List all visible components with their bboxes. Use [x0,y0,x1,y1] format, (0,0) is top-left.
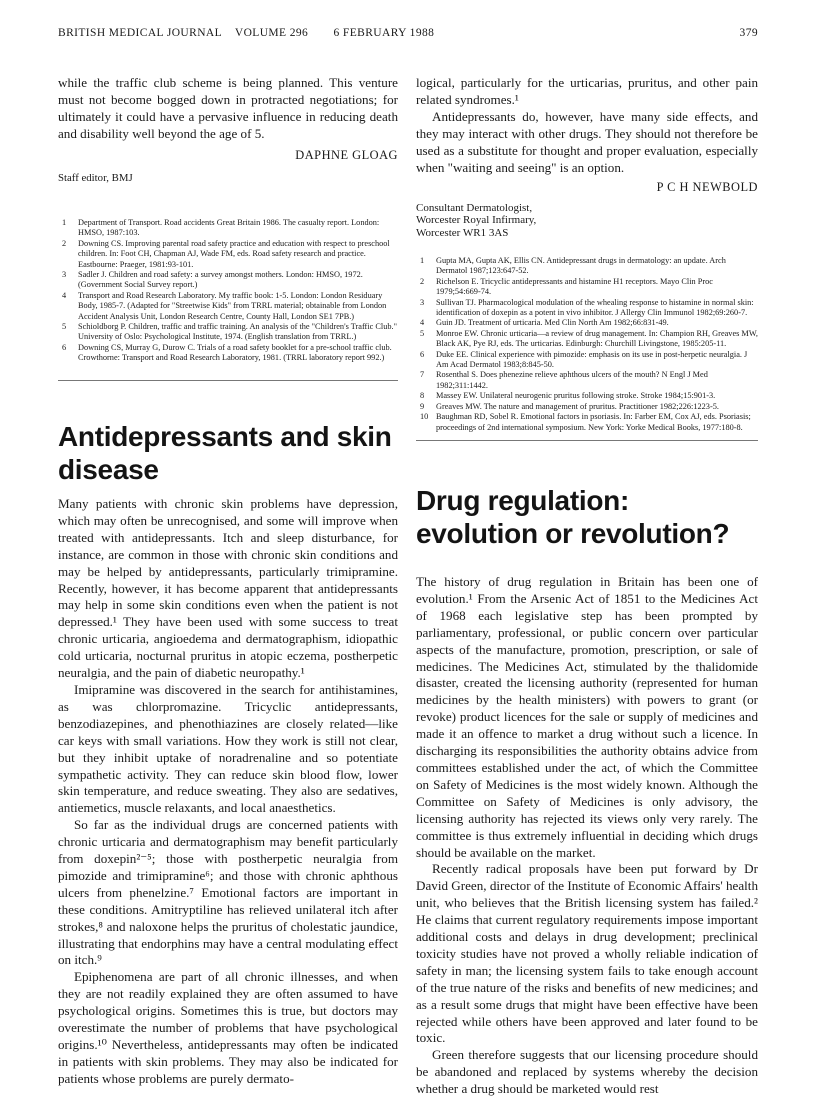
traffic-references [58,218,398,364]
reference-item: 5 Schioldborg P. Children, traffic and traffic training. An analysis of the "Children's Traffic Club." University of Oslo: Psychological Institute, 1974. (English translation from TRRL.) [62,322,397,342]
reference-item: 2 Downing CS. Improving parental road safety practice and education with respect to preschool children. In: Foot CH, Chapman AJ, Wade FM, eds. Road safety research and practice. Eastbourne: Praeger, 1981:93-101. [62,238,390,269]
paragraph: Imipramine was discovered in the search for antihistamines, as was chlorpromazine. Tricyclic antidepressants, benzodiazepines, and phenothiazines are closely related—like car keys with small variations. How they work is still not clear, but they inhibit uptake of noradrenaline and so potentiate sympathetic activity. They can reduce skin blood flow, lower skin temperature, and reduce sweating. They also are sedatives, antiemetics, muscle relaxants, and local anaesthetics. [58,681,398,816]
journal-volume: VOLUME 296 [234,27,309,39]
paragraph: Recently radical proposals have been put forward by Dr David Green, director of the Institute of Economic Affairs' health unit, who believes that the British licensing system has failed.² He claims that current regulatory requirements impose important additional costs and delays in drug development; preclinical toxicity studies have not proved a wholly reliable indication of safety in man; the licensing system fails to take enough account of the true nature of the risks and benefits of new medicines; and as a result some drugs that might have been effective have been rejected while others have been approved and later found to be toxic. [416,861,758,1046]
antidepressants-author: P C H NEWBOLD [656,180,758,194]
paragraph: Epiphenomena are part of all chronic illnesses, and when they are not readily explained they are often assumed to have psychological origins. Sometimes this is true, but doctors may overestimate the number of problems that have psychological origins.¹⁰ Nevertheless, antidepressants may often be indicated in patients with skin problems. They may also be indicated for patients whose problems are purely dermato- [58,969,398,1086]
paragraph: The history of drug regulation in Britain has been one of evolution.¹ From the Arsenic Act of 1851 to the Medicines Act of 1968 each legislative step has been prompted by parliamentary, professional, or public concern over particular aspects of the manufacture, promotion, prescription, or sale of medicines. The Medicines Act, stimulated by the thalidomide disaster, created the licensing authority (represented for human medicines by the health ministers) with powers to grant (or revoke) product licences for the sale or supply of medicines and made it an offence to market a drug without such a licence. In discharging its responsibilities the authority obtains advice from committees established under the act, of which the Committee on Safety of Medicines is the most widely known. Although the Committee on Safety of Medicines is only advisory, the licensing authority has rejected its views only very rarely. The committee is thus extremely influential in deciding which drugs should be available on the market. [416,574,758,860]
antidepressants-continuation [416,75,758,176]
reference-item: 2 Richelson E. Tricyclic antidepressants and histamine H1 receptors. Mayo Clin Proc 1979;54:669-74. [420,276,713,297]
reference-item: 3 Sullivan TJ. Pharmacological modulation of the whealing response to histamine in normal skin: identification of doxepin as a potent in vivo inhibitor. J Allergy Clin Immunol 1982;69:260-7. [420,297,754,318]
reference-item: 6 Duke EE. Clinical experience with pimozide: emphasis on its use in post-herpetic neuralgia. J Am Acad Dermatol 1983;8:845-50. [420,349,748,370]
paragraph: logical, particularly for the urticarias, pruritus, and other pain related syndromes.¹ [416,75,758,107]
reference-item: 4 Guin JD. Treatment of urticaria. Med Clin North Am 1982;66:831-49. [420,318,669,328]
journal-name: BRITISH MEDICAL JOURNAL [58,27,222,39]
antidepressants-headline: Antidepressants and skin disease [58,421,392,485]
author-title: Staff editor, BMJ [58,172,133,184]
paragraph: So far as the individual drugs are concerned patients with chronic urticaria and dermatographism may benefit particularly from doxepin²⁻⁵; those with postherpetic neuralgia from pimozide and trimipramine⁶; and those with chronic aphthous ulcers from phenelzine.⁷ Emotional factors are important in these conditions. Amitryptiline has relieved unilateral itch after strokes,⁸ and naloxone helps the pruritus of cholestatic jaundice, illustrating that endorphins may have a central modulating effect on itch.⁹ [58,817,398,968]
reference-item: 1 Department of Transport. Road accidents Great Britain 1986. The casualty report. London: HMSO, 1987:103. [62,218,380,238]
page-number: 379 [739,27,758,39]
reference-item: 1 Gupta MA, Gupta AK, Ellis CN. Antidepressant drugs in dermatology: an update. Arch Dermatol 1987;123:647-52. [420,256,726,276]
reference-item: 4 Transport and Road Research Laboratory. My traffic book: 1-5. London: London Residuary Body, 1985-7. (Adapted for "Streetwise Kids" from TRRL material; obtainable from London Accident Analysis Unit, London Research Centre, County Hall, London SE1 7PB.) [62,290,387,321]
traffic-continued-text: while the traffic club scheme is being planned. This venture must not become bogged down in protracted negotiations; for ultimately it could have a pervasive influence in reducing death and disability well beyond the age of 5. [58,75,398,141]
drug-regulation-body [416,574,758,1098]
paragraph: Green therefore suggests that our licensing procedure should be abandoned and replaced by systems whereby the decision whether a drug should be marketed would rest [416,1047,758,1097]
reference-item: 9 Greaves MW. The nature and management of pruritus. Practitioner 1982;226:1223-5. [420,401,719,411]
paragraph: Antidepressants do, however, have many side effects, and they may interact with other drugs. They should not therefore be used as a substitute for thought and proper evaluation, especially when "waiting and seeing" is an option. [416,108,758,175]
reference-item: 10 Baughman RD, Sobel R. Emotional factors in psoriasis. In: Farber EM, Cox AJ, eds. Psoriasis; proceedings of 2nd international symposium. New York: Yorke Medical Books, 1977:180-8. [420,412,751,432]
paragraph: Many patients with chronic skin problems have depression, which may often be unrecognised, and some will improve when treated with antidepressants. Itch and sleep disturbance, for instance, are common in those with chronic skin conditions and may be helped by antidepressants, particularly trimipramine. Recently, however, it has become apparent that antidepressants may help in some skin conditions even when the patient is not depressed.¹ They have been used with some success to treat chronic urticaria, angioedema and dermatographism, idiopathic cold urticaria, nocturnal pruritus in atopic eczema, postherpetic neuralgia, and the pain of diabetic neuropathy.¹ [58,496,398,681]
reference-item: 5 Monroe EW. Chronic urticaria—a review of drug management. In: Champion RH, Greaves MW, Black AK, Pye RJ, eds. The urticarias. Edinburgh: Churchill Livingstone, 1985:205-11. [420,328,758,349]
antidepressants-references [416,256,758,433]
drug-regulation-headline: Drug regulation: evolution or revolution? [416,485,730,549]
running-header [58,27,434,39]
reference-item: 7 Rosenthal S. Does phenezine relieve aphthous ulcers of the mouth? N Engl J Med 1982;311:1442. [420,370,708,390]
section-divider [58,380,398,381]
section-divider [416,440,758,441]
reference-item: 3 Sadler J. Children and road safety: a survey amongst mothers. London: HMSO, 1972. (Government Social Survey report.) [62,270,363,290]
reference-item: 6 Downing CS, Murray G, Durow C. Trials of a road safety booklet for a pre-school traffic club. Crowthorne: Transport and Road Research Laboratory, 1981. (TRRL laboratory report 992.) [62,342,392,363]
author-affiliation: Consultant Dermatologist, Worcester Royal Infirmary, Worcester WR1 3AS [416,202,537,239]
traffic-article-continuation [58,75,398,143]
reference-item: 8 Massey EW. Unilateral neurogenic pruritus following stroke. Stroke 1984;15:901-3. [420,391,716,401]
antidepressants-body [58,496,398,1088]
issue-date: 6 FEBRUARY 1988 [333,27,435,39]
traffic-article-author: DAPHNE GLOAG [295,148,398,162]
